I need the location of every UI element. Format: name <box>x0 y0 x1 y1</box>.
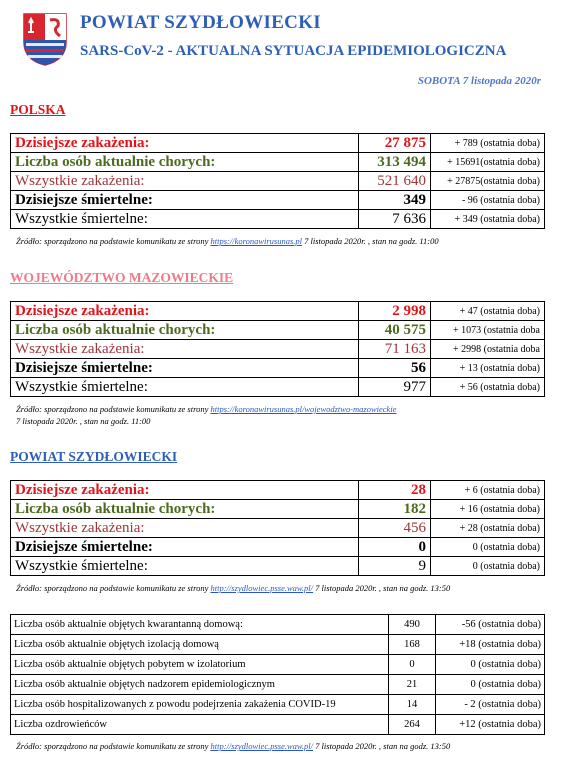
row-label: Wszystkie śmiertelne: <box>11 378 359 397</box>
detail-label: Liczba osób aktualnie objętych pobytem w izolatorium <box>11 655 389 675</box>
detail-change: +12 (ostatnia doba) <box>436 715 545 735</box>
detail-table <box>10 614 545 735</box>
section-heading-mazowieckie: WOJEWÓDZTWO MAZOWIECKIE <box>10 270 234 285</box>
source-note <box>16 741 450 751</box>
source-prefix: Źródło: sporządzono na podstawie komunikatu ze strony <box>16 583 211 593</box>
row-label: Dzisiejsze śmiertelne: <box>11 359 359 378</box>
detail-value: 21 <box>389 675 436 695</box>
source-prefix: Źródło: sporządzono na podstawie komunikatu ze strony <box>16 741 211 751</box>
row-label: Wszystkie zakażenia: <box>11 340 359 359</box>
row-label: Dzisiejsze zakażenia: <box>11 134 359 153</box>
row-label: Dzisiejsze śmiertelne: <box>11 191 359 210</box>
source-note <box>16 404 396 414</box>
detail-label: Liczba osób aktualnie objętych izolacją domową <box>11 635 389 655</box>
table-row <box>11 340 545 359</box>
stats-table-powiat <box>10 480 545 576</box>
table-row <box>11 302 545 321</box>
row-change: + 2998 (ostatnia doba <box>431 340 545 359</box>
row-label: Wszystkie śmiertelne: <box>11 210 359 229</box>
source-note <box>16 583 450 593</box>
row-label: Liczba osób aktualnie chorych: <box>11 321 359 340</box>
row-change: + 27875(ostatnia doba) <box>431 172 545 191</box>
table-row <box>11 715 545 735</box>
row-label: Liczba osób aktualnie chorych: <box>11 153 359 172</box>
detail-change: -56 (ostatnia doba) <box>436 615 545 635</box>
row-label: Dzisiejsze śmiertelne: <box>11 538 359 557</box>
stats-table-mazowieckie <box>10 301 545 397</box>
table-row <box>11 519 545 538</box>
table-row <box>11 210 545 229</box>
row-value: 0 <box>359 538 431 557</box>
source-link[interactable]: http://szydlowiec.psse.waw.pl/ <box>210 583 314 593</box>
table-row <box>11 172 545 191</box>
table-row <box>11 134 545 153</box>
source-link[interactable]: https://koronawirusunas.pl <box>210 236 303 246</box>
row-value: 456 <box>359 519 431 538</box>
source-note <box>16 236 439 246</box>
row-value: 2 998 <box>359 302 431 321</box>
table-row <box>11 153 545 172</box>
table-row <box>11 615 545 635</box>
row-change: + 6 (ostatnia doba) <box>431 481 545 500</box>
row-value: 7 636 <box>359 210 431 229</box>
source-prefix: Źródło: sporządzono na podstawie komunikatu ze strony <box>16 404 211 414</box>
row-value: 40 575 <box>359 321 431 340</box>
row-value: 977 <box>359 378 431 397</box>
detail-label: Liczba osób hospitalizowanych z powodu podejrzenia zakażenia COVID-19 <box>11 695 389 715</box>
row-value: 71 163 <box>359 340 431 359</box>
detail-change: - 2 (ostatnia doba) <box>436 695 545 715</box>
page-title: POWIAT SZYDŁOWIECKI <box>80 12 321 33</box>
table-row <box>11 655 545 675</box>
detail-change: 0 (ostatnia doba) <box>436 675 545 695</box>
row-change: + 349 (ostatnia doba) <box>431 210 545 229</box>
page-subtitle: SARS-CoV-2 - AKTUALNA SYTUACJA EPIDEMIOLOGICZNA <box>80 43 507 59</box>
row-value: 27 875 <box>359 134 431 153</box>
table-row <box>11 557 545 576</box>
row-change: + 15691(ostatnia doba) <box>431 153 545 172</box>
row-change: + 56 (ostatnia doba) <box>431 378 545 397</box>
detail-value: 14 <box>389 695 436 715</box>
coat-of-arms-icon <box>22 12 68 66</box>
row-label: Dzisiejsze zakażenia: <box>11 302 359 321</box>
detail-value: 264 <box>389 715 436 735</box>
report-date: SOBOTA 7 listopada 2020r <box>417 75 541 87</box>
detail-label: Liczba osób aktualnie objętych nadzorem epidemiologicznym <box>11 675 389 695</box>
row-value: 28 <box>359 481 431 500</box>
source-suffix: 7 listopada 2020r. , stan na godz. 13:50 <box>313 741 451 751</box>
row-change: 0 (ostatnia doba) <box>431 557 545 576</box>
table-row <box>11 378 545 397</box>
table-row <box>11 500 545 519</box>
section-heading-powiat: POWIAT SZYDŁOWIECKI <box>10 449 178 464</box>
table-row <box>11 635 545 655</box>
row-label: Wszystkie zakażenia: <box>11 172 359 191</box>
row-label: Liczba osób aktualnie chorych: <box>11 500 359 519</box>
table-row <box>11 321 545 340</box>
table-row <box>11 481 545 500</box>
table-row <box>11 359 545 378</box>
row-change: + 13 (ostatnia doba) <box>431 359 545 378</box>
table-row <box>11 675 545 695</box>
row-label: Dzisiejsze zakażenia: <box>11 481 359 500</box>
row-change: 0 (ostatnia doba) <box>431 538 545 557</box>
detail-label: Liczba osób aktualnie objętych kwarantanną domową: <box>11 615 389 635</box>
source-link[interactable]: http://szydlowiec.psse.waw.pl/ <box>210 741 314 751</box>
row-label: Wszystkie zakażenia: <box>11 519 359 538</box>
source-suffix: 7 listopada 2020r. , stan na godz. 11:00 <box>302 236 439 246</box>
source-date: 7 listopada 2020r. , stan na godz. 11:00 <box>16 416 151 426</box>
source-prefix: Źródło: sporządzono na podstawie komunikatu ze strony <box>16 236 211 246</box>
section-heading-polska: POLSKA <box>10 102 66 117</box>
stats-table-polska <box>10 133 545 229</box>
row-change: + 16 (ostatnia doba) <box>431 500 545 519</box>
row-value: 56 <box>359 359 431 378</box>
detail-value: 168 <box>389 635 436 655</box>
row-value: 9 <box>359 557 431 576</box>
row-value: 521 640 <box>359 172 431 191</box>
row-label: Wszystkie śmiertelne: <box>11 557 359 576</box>
row-value: 349 <box>359 191 431 210</box>
row-value: 182 <box>359 500 431 519</box>
detail-change: +18 (ostatnia doba) <box>436 635 545 655</box>
table-row <box>11 695 545 715</box>
detail-label: Liczba ozdrowieńców <box>11 715 389 735</box>
row-change: + 789 (ostatnia doba) <box>431 134 545 153</box>
detail-value: 490 <box>389 615 436 635</box>
row-change: - 96 (ostatnia doba) <box>431 191 545 210</box>
detail-change: 0 (ostatnia doba) <box>436 655 545 675</box>
table-row <box>11 538 545 557</box>
row-change: + 47 (ostatnia doba) <box>431 302 545 321</box>
row-change: + 1073 (ostatnia doba <box>431 321 545 340</box>
source-link[interactable]: https://koronawirusunas.pl/wojewodztwo-mazowieckie <box>210 404 397 414</box>
row-value: 313 494 <box>359 153 431 172</box>
source-suffix: 7 listopada 2020r. , stan na godz. 13:50 <box>313 583 451 593</box>
detail-value: 0 <box>389 655 436 675</box>
row-change: + 28 (ostatnia doba) <box>431 519 545 538</box>
table-row <box>11 191 545 210</box>
